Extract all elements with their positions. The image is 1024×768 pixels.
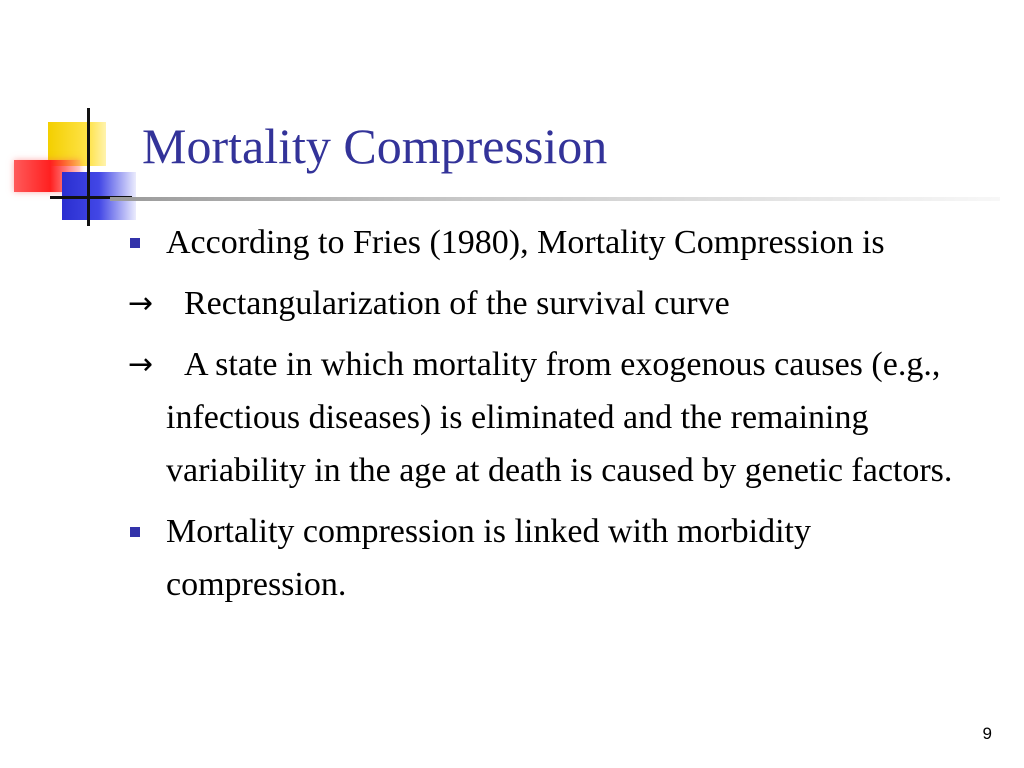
bullet-item	[128, 216, 988, 269]
bullet-square-icon	[128, 505, 166, 558]
bullet-text: According to Fries (1980), Mortality Compression is	[166, 224, 885, 261]
bullet-square-icon	[128, 216, 166, 269]
slide-title: Mortality Compression	[142, 118, 608, 174]
arrow-item	[128, 277, 988, 330]
arrow-right-icon: →	[128, 286, 154, 321]
page-number: 9	[982, 724, 992, 743]
bullet-text: Mortality compression is linked with morbidity compression.	[166, 513, 812, 603]
slide-body	[128, 216, 988, 619]
bullet-item	[128, 505, 988, 611]
arrow-right-icon: →	[128, 347, 154, 382]
arrow-item	[128, 338, 988, 497]
slide-logo-decoration	[0, 100, 140, 230]
logo-vertical-line	[87, 108, 90, 226]
title-underline	[110, 197, 1000, 201]
arrow-text: A state in which mortality from exogenous causes (e.g., infectious diseases) is eliminated and the remaining variability in the age at death is caused by genetic factors.	[166, 346, 953, 489]
arrow-text: Rectangularization of the survival curve	[184, 285, 730, 322]
